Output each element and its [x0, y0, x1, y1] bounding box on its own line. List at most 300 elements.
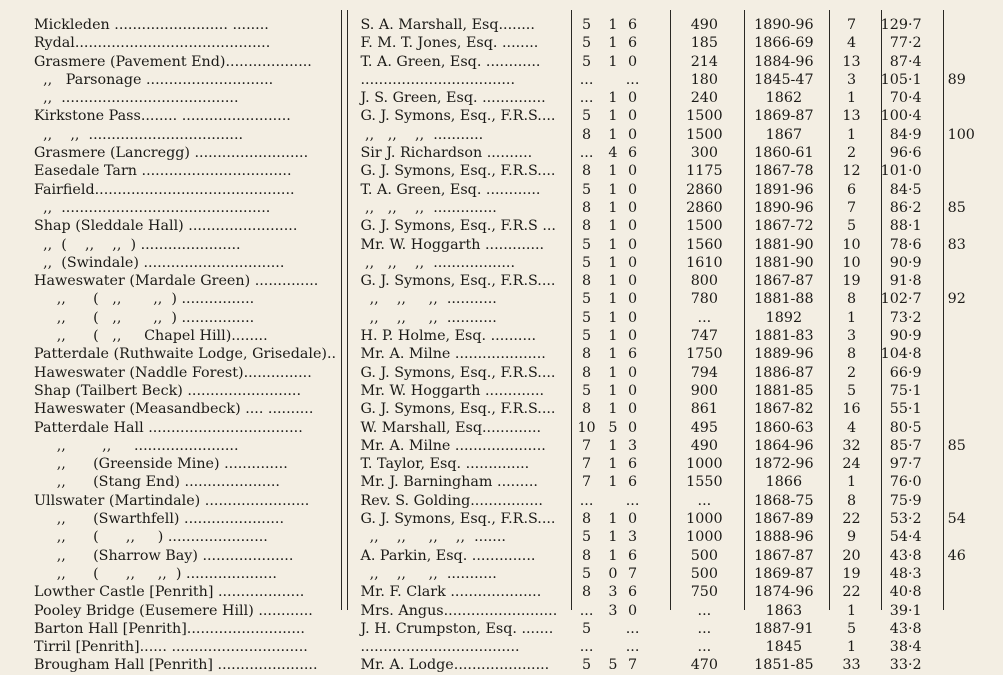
- gauge-feet-cell: 7: [582, 437, 592, 454]
- station-cell: Mickleden ......................... ........: [34, 17, 269, 33]
- table-row: [0, 638, 1003, 656]
- gauge-feet-cell: 7: [582, 456, 592, 473]
- average-cell: 54·4: [889, 529, 922, 546]
- gauge-feet-cell: 5: [582, 53, 592, 70]
- table-row: [0, 53, 1003, 71]
- altitude-cell: 900: [690, 382, 718, 399]
- gauge-feet-cell: 8: [582, 511, 592, 528]
- group-average-cell: [940, 272, 1003, 290]
- group-average-cell: [940, 327, 1003, 345]
- table-row: [0, 272, 1003, 290]
- spacer-cell: [642, 437, 666, 455]
- years-cell: 1: [846, 602, 857, 619]
- gauge-diameter-cell: 0: [628, 199, 638, 216]
- years-cell: 5: [846, 382, 857, 399]
- station-cell: ,, ..............................................: [34, 199, 271, 216]
- period-cell: 1867: [765, 126, 803, 143]
- group-average-cell: [940, 565, 1003, 583]
- gauge-diameter-cell: ...: [625, 492, 640, 509]
- gauge-feet-cell: 10: [577, 419, 596, 436]
- station-cell: Grasmere (Pavement End)...................: [34, 53, 312, 70]
- table-row: [0, 382, 1003, 400]
- gauge-diameter-cell: 0: [628, 291, 638, 308]
- average-cell: 85·7: [889, 437, 922, 454]
- average-cell: 78·6: [889, 236, 922, 253]
- years-cell: 7: [846, 17, 857, 33]
- altitude-cell: ...: [697, 602, 712, 619]
- average-cell: 70·4: [889, 90, 922, 107]
- table-row: [0, 528, 1003, 546]
- average-cell: 91·8: [889, 273, 922, 290]
- group-average-cell: [940, 34, 1003, 52]
- altitude-cell: ...: [697, 620, 712, 637]
- altitude-cell: 780: [690, 291, 718, 308]
- group-average-cell: [940, 382, 1003, 400]
- gauge-diameter-cell: 6: [628, 474, 638, 491]
- station-cell: ,, (Greenside Mine) ..............: [34, 456, 288, 473]
- station-cell: Kirkstone Pass........ ........................: [34, 108, 291, 125]
- gauge-diameter-cell: 0: [628, 163, 638, 180]
- altitude-cell: 2860: [686, 181, 723, 198]
- gauge-feet-cell: 8: [582, 584, 592, 601]
- average-cell: 43·8: [889, 620, 922, 637]
- average-cell: 101·0: [880, 163, 922, 180]
- average-cell: 43·8: [889, 547, 922, 564]
- average-cell: 88·1: [889, 218, 922, 235]
- gauge-feet-cell: 8: [582, 346, 592, 363]
- table-row: [0, 437, 1003, 455]
- altitude-cell: 1000: [686, 529, 723, 546]
- table-row: [0, 602, 1003, 620]
- spacer-cell: [642, 620, 666, 638]
- observer-cell: G. J. Symons, Esq., F.R.S ...: [360, 218, 556, 235]
- table-body: [0, 16, 1003, 675]
- altitude-cell: 1500: [686, 108, 723, 125]
- station-cell: ,, (Swindale) ...............................: [34, 254, 285, 271]
- group-average-cell: [940, 181, 1003, 199]
- period-cell: 1860-61: [754, 145, 814, 162]
- gauge-feet-cell: 5: [582, 529, 592, 546]
- spacer-cell: [642, 419, 666, 437]
- gauge-diameter-cell: 0: [628, 236, 638, 253]
- gauge-diameter-cell: 0: [628, 218, 638, 235]
- gauge-diameter-cell: 0: [628, 511, 638, 528]
- gauge-diameter-cell: 0: [628, 328, 638, 345]
- spacer-cell: [642, 565, 666, 583]
- years-cell: 1: [846, 126, 857, 143]
- table-row: [0, 34, 1003, 52]
- observer-cell: Mrs. Angus.........................: [360, 602, 558, 619]
- gauge-inches-cell: 5: [608, 657, 618, 674]
- altitude-cell: ...: [697, 492, 712, 509]
- period-cell: 1845-47: [754, 71, 814, 88]
- period-cell: 1892: [765, 309, 803, 326]
- period-cell: 1884-96: [754, 53, 814, 70]
- table-row: [0, 254, 1003, 272]
- observer-cell: ,, ,, ,, ...........: [360, 126, 484, 143]
- gauge-diameter-cell: 0: [628, 90, 638, 107]
- altitude-cell: 180: [690, 71, 718, 88]
- observer-cell: ,, ,, ,, ..................: [360, 254, 516, 271]
- years-cell: 1: [846, 639, 857, 656]
- group-average-value: 100: [947, 126, 975, 143]
- gauge-inches-cell: 1: [608, 17, 618, 33]
- altitude-cell: 2860: [686, 199, 723, 216]
- average-cell: 73·2: [889, 309, 922, 326]
- gauge-feet-cell: 8: [582, 547, 592, 564]
- spacer-cell: [642, 547, 666, 565]
- gauge-inches-cell: 1: [608, 529, 618, 546]
- table-row: [0, 181, 1003, 199]
- table-row: [0, 107, 1003, 125]
- period-cell: 1874-96: [754, 584, 814, 601]
- group-average-cell: [940, 510, 1003, 528]
- spacer-cell: [642, 254, 666, 272]
- spacer-cell: [642, 34, 666, 52]
- table-row: [0, 510, 1003, 528]
- years-cell: 20: [842, 547, 861, 564]
- group-average-cell: [940, 620, 1003, 638]
- gauge-diameter-cell: ...: [625, 639, 640, 656]
- group-average-cell: [940, 236, 1003, 254]
- altitude-cell: 490: [690, 437, 718, 454]
- group-average-cell: [940, 455, 1003, 473]
- group-average-cell: [940, 217, 1003, 235]
- altitude-cell: ...: [697, 639, 712, 656]
- period-cell: 1881-90: [754, 254, 814, 271]
- table-row: [0, 455, 1003, 473]
- spacer-cell: [642, 364, 666, 382]
- group-average-cell: [940, 199, 1003, 217]
- gauge-feet-cell: 8: [582, 218, 592, 235]
- gauge-feet-cell: 8: [582, 126, 592, 143]
- period-cell: 1889-96: [754, 346, 814, 363]
- station-cell: ,, ( ,, ,, ) ................: [34, 309, 255, 326]
- gauge-diameter-cell: 0: [628, 419, 638, 436]
- gauge-feet-cell: 7: [582, 474, 592, 491]
- average-cell: 96·6: [889, 145, 922, 162]
- gauge-feet-cell: 5: [582, 565, 592, 582]
- spacer-cell: [642, 492, 666, 510]
- years-cell: 19: [842, 273, 861, 290]
- observer-cell: F. M. T. Jones, Esq. ........: [360, 35, 539, 52]
- observer-cell: G. J. Symons, Esq., F.R.S....: [360, 511, 556, 528]
- gauge-inches-cell: 1: [608, 346, 618, 363]
- average-cell: 39·1: [889, 602, 922, 619]
- observer-cell: ,, ,, ,, ...........: [360, 291, 497, 308]
- spacer-cell: [642, 199, 666, 217]
- gauge-inches-cell: 1: [608, 181, 618, 198]
- group-average-cell: [940, 126, 1003, 144]
- gauge-inches-cell: 1: [608, 199, 618, 216]
- gauge-feet-cell: 5: [582, 35, 592, 52]
- average-cell: 33·2: [889, 657, 922, 674]
- table-row: [0, 620, 1003, 638]
- table-row: [0, 327, 1003, 345]
- gauge-diameter-cell: 0: [628, 364, 638, 381]
- table-row: [0, 16, 1003, 34]
- spacer-cell: [642, 89, 666, 107]
- spacer-cell: [642, 345, 666, 363]
- observer-cell: G. J. Symons, Esq., F.R.S....: [360, 401, 556, 418]
- table-row: [0, 547, 1003, 565]
- altitude-cell: 500: [690, 547, 718, 564]
- gauge-feet-cell: ...: [579, 639, 594, 656]
- station-cell: Tirril [Penrith]...... ..............................: [34, 639, 308, 656]
- spacer-cell: [642, 455, 666, 473]
- years-cell: 1: [846, 90, 857, 107]
- average-cell: 75·1: [889, 382, 922, 399]
- station-cell: ,, ( ,, ,, ) ....................: [34, 565, 277, 582]
- years-cell: 8: [846, 346, 857, 363]
- station-cell: Fairfield............................................: [34, 181, 295, 198]
- gauge-inches-cell: 1: [608, 218, 618, 235]
- gauge-inches-cell: 1: [608, 53, 618, 70]
- station-cell: Pooley Bridge (Eusemere Hill) ............: [34, 602, 313, 619]
- period-cell: 1864-96: [754, 437, 814, 454]
- altitude-cell: 1000: [686, 456, 723, 473]
- observer-cell: ..................................: [360, 71, 516, 88]
- gauge-diameter-cell: ...: [625, 620, 640, 637]
- gauge-diameter-cell: 0: [628, 602, 638, 619]
- table-row: [0, 656, 1003, 674]
- gauge-feet-cell: ...: [579, 71, 594, 88]
- period-cell: 1862: [765, 90, 803, 107]
- group-average-cell: [940, 528, 1003, 546]
- years-cell: 13: [842, 53, 861, 70]
- gauge-inches-cell: 1: [608, 126, 618, 143]
- gauge-inches-cell: [603, 71, 623, 89]
- group-average-cell: [940, 309, 1003, 327]
- station-cell: Haweswater (Measandbeck) .... ..........: [34, 401, 314, 418]
- average-cell: 100·4: [880, 108, 922, 125]
- spacer-cell: [642, 126, 666, 144]
- station-cell: Patterdale Hall ..................................: [34, 419, 303, 436]
- observer-cell: ,, ,, ,, ,, .......: [360, 529, 506, 546]
- gauge-inches-cell: 1: [608, 108, 618, 125]
- period-cell: 1881-83: [754, 328, 814, 345]
- observer-cell: Sir J. Richardson ..........: [360, 145, 533, 162]
- period-cell: 1866: [765, 474, 803, 491]
- average-cell: 84·9: [889, 126, 922, 143]
- gauge-inches-cell: [603, 620, 623, 638]
- observer-cell: G. J. Symons, Esq., F.R.S....: [360, 273, 556, 290]
- table-row: [0, 565, 1003, 583]
- gauge-inches-cell: 1: [608, 309, 618, 326]
- average-cell: 84·5: [889, 181, 922, 198]
- gauge-inches-cell: 1: [608, 90, 618, 107]
- spacer-cell: [642, 382, 666, 400]
- altitude-cell: 1610: [686, 254, 723, 271]
- group-average-value: 85: [947, 199, 966, 216]
- years-cell: 3: [846, 71, 857, 88]
- station-cell: Grasmere (Lancregg) .........................: [34, 145, 309, 162]
- gauge-feet-cell: 8: [582, 199, 592, 216]
- gauge-feet-cell: 5: [582, 108, 592, 125]
- observer-cell: J. S. Green, Esq. ..............: [360, 90, 546, 107]
- spacer-cell: [642, 638, 666, 656]
- gauge-feet-cell: 5: [582, 657, 592, 674]
- gauge-inches-cell: 1: [608, 401, 618, 418]
- altitude-cell: 747: [690, 328, 718, 345]
- years-cell: 19: [842, 565, 861, 582]
- station-cell: Patterdale (Ruthwaite Lodge, Grisedale)..: [34, 346, 337, 363]
- altitude-cell: 500: [690, 565, 718, 582]
- gauge-feet-cell: 5: [582, 328, 592, 345]
- gauge-diameter-cell: 0: [628, 53, 638, 70]
- average-cell: 55·1: [889, 401, 922, 418]
- gauge-diameter-cell: 6: [628, 584, 638, 601]
- altitude-cell: 1550: [686, 474, 723, 491]
- station-cell: ,, Parsonage ............................: [34, 71, 274, 88]
- altitude-cell: 861: [690, 401, 718, 418]
- average-cell: 129·7: [880, 17, 922, 33]
- period-cell: 1867-72: [754, 218, 814, 235]
- spacer-cell: [642, 217, 666, 235]
- station-cell: Haweswater (Naddle Forest)...............: [34, 364, 312, 381]
- years-cell: 33: [842, 657, 861, 674]
- table-row: [0, 199, 1003, 217]
- observer-cell: Mr. J. Barningham .........: [360, 474, 538, 491]
- altitude-cell: 794: [690, 364, 718, 381]
- table-row: [0, 162, 1003, 180]
- spacer-cell: [642, 181, 666, 199]
- observer-cell: ,, ,, ,, ...........: [360, 565, 497, 582]
- gauge-feet-cell: 8: [582, 163, 592, 180]
- altitude-cell: 495: [690, 419, 718, 436]
- gauge-diameter-cell: 3: [628, 529, 638, 546]
- station-cell: Brougham Hall [Penrith] ......................: [34, 657, 318, 674]
- period-cell: 1868-75: [754, 492, 814, 509]
- group-average-cell: [940, 419, 1003, 437]
- average-cell: 90·9: [889, 254, 922, 271]
- period-cell: 1872-96: [754, 456, 814, 473]
- spacer-cell: [642, 400, 666, 418]
- years-cell: 16: [842, 401, 861, 418]
- gauge-feet-cell: 5: [582, 382, 592, 399]
- gauge-diameter-cell: 0: [628, 382, 638, 399]
- table-row: [0, 583, 1003, 601]
- station-cell: ,, .......................................: [34, 90, 239, 107]
- average-cell: 77·2: [889, 35, 922, 52]
- gauge-inches-cell: 1: [608, 456, 618, 473]
- spacer-cell: [642, 327, 666, 345]
- group-average-cell: [940, 638, 1003, 656]
- group-average-cell: [940, 656, 1003, 674]
- table-row: [0, 400, 1003, 418]
- rainfall-table: [0, 16, 1003, 675]
- gauge-inches-cell: 1: [608, 273, 618, 290]
- spacer-cell: [642, 272, 666, 290]
- altitude-cell: 1000: [686, 511, 723, 528]
- altitude-cell: 1500: [686, 126, 723, 143]
- years-cell: 5: [846, 218, 857, 235]
- spacer-cell: [642, 107, 666, 125]
- gauge-diameter-cell: 0: [628, 273, 638, 290]
- spacer-cell: [642, 656, 666, 674]
- observer-cell: Mr. W. Hoggarth .............: [360, 382, 545, 399]
- observer-cell: Mr. F. Clark ....................: [360, 584, 542, 601]
- gauge-diameter-cell: 0: [628, 401, 638, 418]
- observer-cell: S. A. Marshall, Esq........: [360, 17, 535, 33]
- years-cell: 1: [846, 309, 857, 326]
- observer-cell: G. J. Symons, Esq., F.R.S....: [360, 364, 556, 381]
- period-cell: 1881-88: [754, 291, 814, 308]
- station-cell: Easedale Tarn .................................: [34, 163, 292, 180]
- table-row: [0, 309, 1003, 327]
- station-cell: ,, ,, .......................: [34, 437, 239, 454]
- years-cell: 4: [846, 419, 857, 436]
- gauge-inches-cell: [603, 638, 623, 656]
- gauge-inches-cell: 1: [608, 511, 618, 528]
- group-average-cell: [940, 602, 1003, 620]
- group-average-cell: [940, 437, 1003, 455]
- period-cell: 1867-78: [754, 163, 814, 180]
- spacer-cell: [642, 16, 666, 34]
- observer-cell: T. A. Green, Esq. ............: [360, 181, 541, 198]
- observer-cell: Rev. S. Golding................: [360, 492, 543, 509]
- average-cell: 66·9: [889, 364, 922, 381]
- spacer-cell: [642, 162, 666, 180]
- group-average-cell: [940, 71, 1003, 89]
- years-cell: 6: [846, 181, 857, 198]
- gauge-inches-cell: 1: [608, 291, 618, 308]
- average-cell: 105·1: [880, 71, 922, 88]
- group-average-cell: [940, 16, 1003, 34]
- observer-cell: T. A. Green, Esq. ............: [360, 53, 541, 70]
- period-cell: 1891-96: [754, 181, 814, 198]
- gauge-diameter-cell: 0: [628, 108, 638, 125]
- spacer-cell: [642, 602, 666, 620]
- years-cell: 4: [846, 35, 857, 52]
- station-cell: ,, (Sharrow Bay) ....................: [34, 547, 294, 564]
- observer-cell: G. J. Symons, Esq., F.R.S....: [360, 108, 556, 125]
- table-row: [0, 345, 1003, 363]
- observer-cell: ...................................: [360, 639, 520, 656]
- spacer-cell: [642, 144, 666, 162]
- years-cell: 12: [842, 163, 861, 180]
- altitude-cell: 490: [690, 17, 718, 33]
- altitude-cell: 800: [690, 273, 718, 290]
- average-cell: 87·4: [889, 53, 922, 70]
- observer-cell: Mr. A. Milne ....................: [360, 346, 546, 363]
- spacer-cell: [642, 309, 666, 327]
- gauge-inches-cell: 1: [608, 364, 618, 381]
- years-cell: 8: [846, 291, 857, 308]
- gauge-diameter-cell: 6: [628, 145, 638, 162]
- gauge-diameter-cell: 6: [628, 17, 638, 33]
- average-cell: 75·9: [889, 492, 922, 509]
- observer-cell: G. J. Symons, Esq., F.R.S....: [360, 163, 556, 180]
- gauge-inches-cell: 0: [608, 565, 618, 582]
- period-cell: 1845: [765, 639, 803, 656]
- average-cell: 76·0: [889, 474, 922, 491]
- gauge-feet-cell: ...: [579, 145, 594, 162]
- altitude-cell: 470: [690, 657, 718, 674]
- gauge-diameter-cell: ...: [625, 71, 640, 88]
- group-average-cell: [940, 400, 1003, 418]
- station-cell: Shap (Tailbert Beck) .........................: [34, 382, 302, 399]
- gauge-inches-cell: 1: [608, 437, 618, 454]
- observer-cell: Mr. A. Lodge.....................: [360, 657, 550, 674]
- group-average-cell: [940, 492, 1003, 510]
- period-cell: 1867-82: [754, 401, 814, 418]
- average-cell: 102·7: [880, 291, 922, 308]
- observer-cell: J. H. Crumpston, Esq. .......: [360, 620, 554, 637]
- gauge-inches-cell: 3: [608, 602, 618, 619]
- station-cell: Lowther Castle [Penrith] ...................: [34, 584, 305, 601]
- years-cell: 8: [846, 492, 857, 509]
